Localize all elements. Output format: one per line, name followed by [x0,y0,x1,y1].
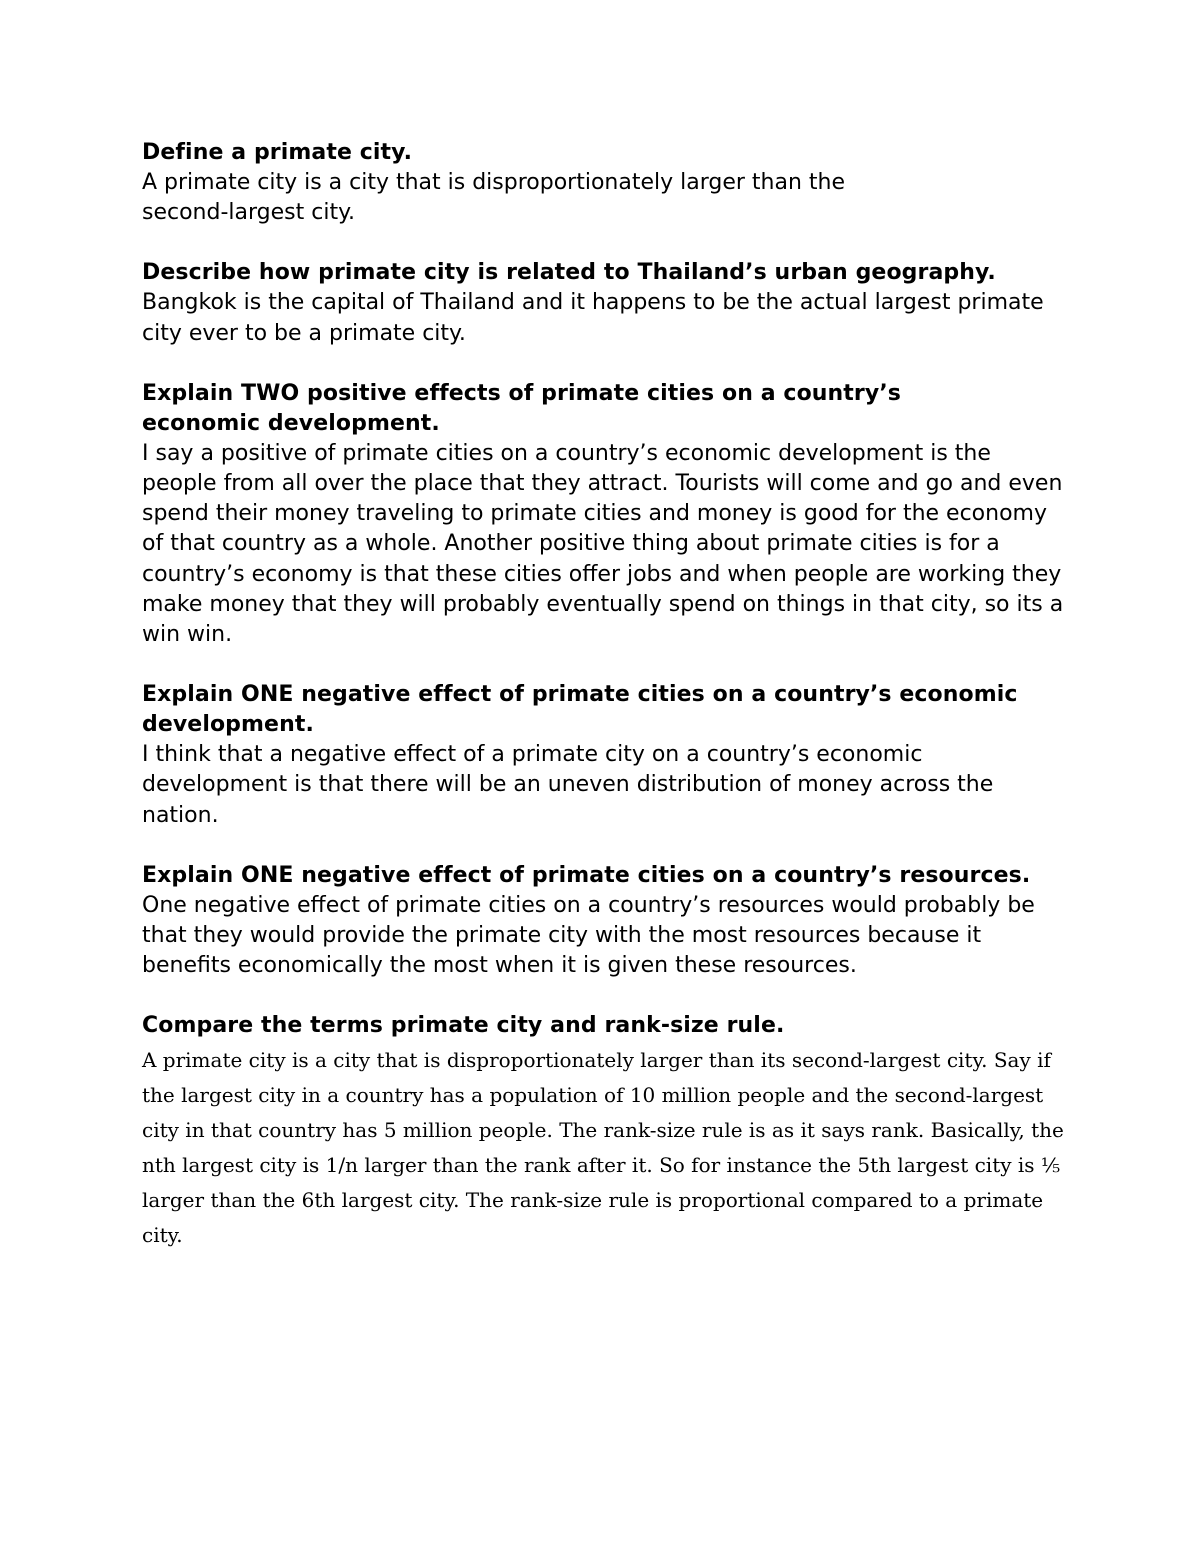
qa-section-4 [142,680,1072,831]
qa-section-1 [142,138,1072,228]
answer-paragraph: I say a positive of primate cities on a country’s economic development is the people from all over the place that they attract. Tourists will come and go and even spend their money traveling to primate cities and money is good for the economy of that country as a whole. Another positive thing about primate cities is for a country’s economy is that these cities offer jobs and when people are working they make money that they will probably eventually spend on things in that city, so its a win win. [142,440,1064,648]
question-heading: Explain TWO positive effects of primate cities on a country’s economic development. [142,380,901,436]
answer-paragraph: A primate city is a city that is disproportionately larger than its second-largest city. Say if the largest city in a country has a population of 10 million people and the second-largest city in that country has 5 million people. The rank-size rule is as it says rank. Basically, the nth largest city is 1/n larger than the rank after it. So for instance the 5th largest city is ⅕ larger than the 6th largest city. The rank-size rule is proportional compared to a primate city. [142,1048,1064,1248]
answer-paragraph: A primate city is a city that is disproportionately larger than the second-largest city. [142,170,845,226]
question-heading: Define a primate city. [142,140,413,165]
question-heading: Explain ONE negative effect of primate cities on a country’s resources. [142,862,1031,888]
answer-paragraph: I think that a negative effect of a primate city on a country’s economic development is that there will be an uneven distribution of money across the nation. [142,742,994,828]
question-heading: Describe how primate city is related to Thailand’s urban geography. [142,260,996,286]
question-heading: Explain ONE negative effect of primate cities on a country’s economic development. [142,682,1018,738]
answer-paragraph: Bangkok is the capital of Thailand and it happens to be the actual largest primate city ever to be a primate city. [142,290,1044,346]
qa-section-6 [142,1011,1072,1253]
qa-section-3 [142,379,1072,650]
question-heading: Compare the terms primate city and rank-size rule. [142,1013,785,1039]
qa-section-5 [142,861,1072,982]
document-content [142,138,1072,1283]
answer-paragraph: One negative effect of primate cities on a country’s resources would probably be that they would provide the primate city with the most resources because it benefits economically the most when it is given these resources. [142,892,1035,979]
qa-section-2 [142,258,1072,348]
